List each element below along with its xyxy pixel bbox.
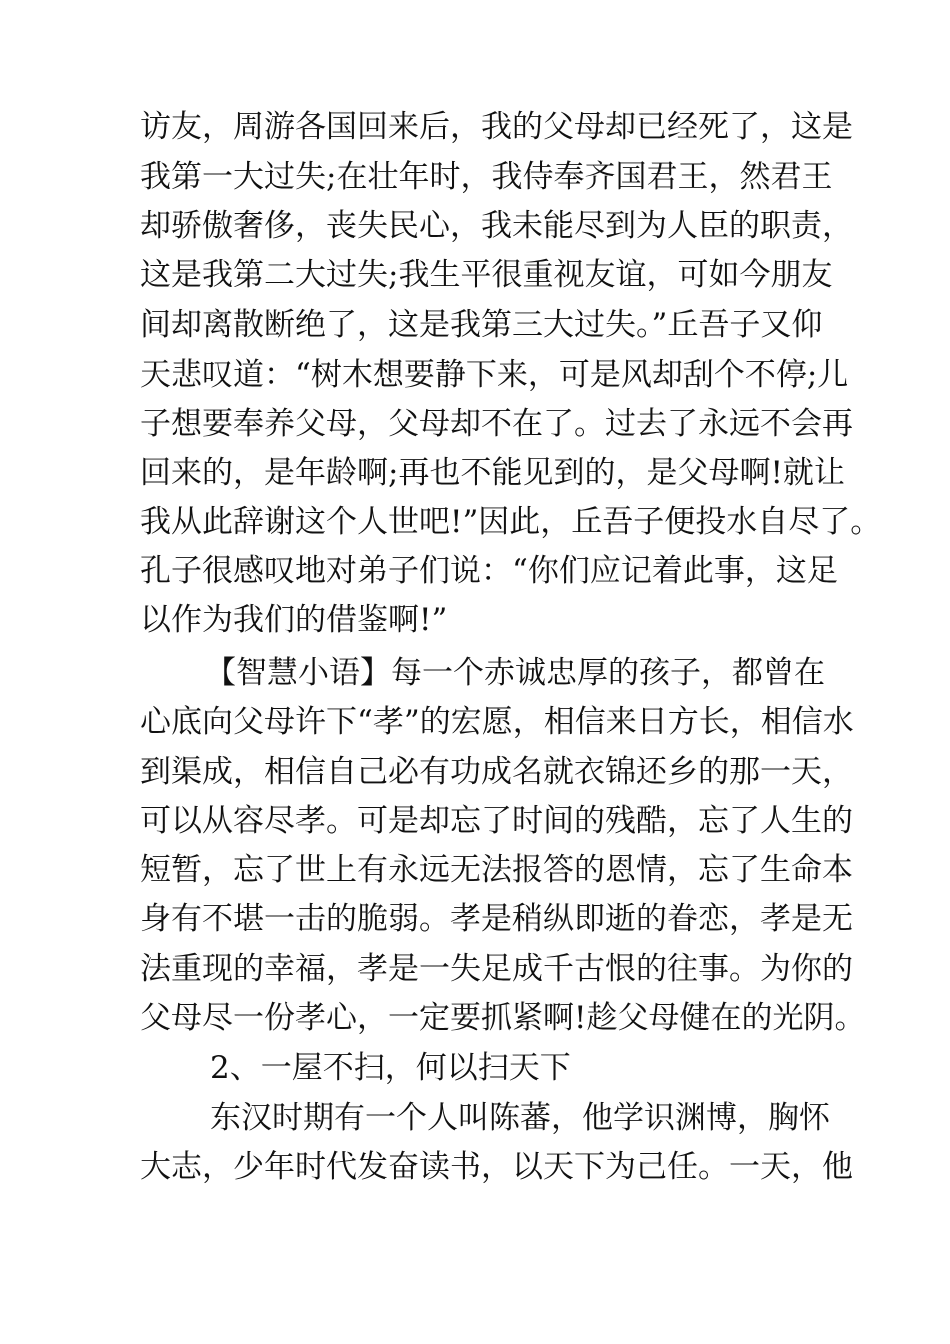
text-line: 身有不堪一击的脆弱。孝是稍纵即逝的眷恋，孝是无 [140,901,853,937]
text-line: 孔子很感叹地对弟子们说：“你们应记着此事，这足 [140,553,838,589]
text-line: 访友，周游各国回来后，我的父母却已经死了，这是 [140,109,853,145]
text-line: 可以从容尽孝。可是却忘了时间的残酷，忘了人生的 [140,803,853,839]
text-line: 心底向父母许下“孝”的宏愿，相信来日方长，相信水 [140,704,854,740]
text-line: 以作为我们的借鉴啊!” [140,602,448,638]
text-line: 间却离散断绝了，这是我第三大过失。”丘吾子又仰 [140,307,823,343]
section-heading: 2、一屋不扫，何以扫天下 [210,1050,571,1086]
text-line: 却骄傲奢侈，丧失民心，我未能尽到为人臣的职责， [140,208,853,244]
text-line: 这是我第二大过失;我生平很重视友谊，可如今朋友 [140,257,833,293]
text-line: 天悲叹道：“树木想要静下来，可是风却刮个不停;儿 [140,357,849,393]
text-line: 子想要奉养父母，父母却不在了。过去了永远不会再 [140,406,853,442]
text-line: 到渠成，相信自己必有功成名就衣锦还乡的那一天， [140,754,853,790]
wisdom-heading-line: 【智慧小语】每一个赤诚忠厚的孩子，都曾在 [205,655,825,691]
text-line: 短暂，忘了世上有永远无法报答的恩情，忘了生命本 [140,852,853,888]
text-line: 我第一大过失;在壮年时，我侍奉齐国君王，然君王 [140,159,833,195]
text-line: 东汉时期有一个人叫陈蕃，他学识渊博，胸怀 [210,1100,830,1136]
text-line: 回来的，是年龄啊;再也不能见到的，是父母啊!就让 [140,455,845,491]
text-line: 大志，少年时代发奋读书，以天下为己任。一天，他 [140,1149,853,1185]
text-line: 法重现的幸福，孝是一失足成千古恨的往事。为你的 [140,951,853,987]
text-line: 我从此辞谢这个人世吧!”因此，丘吾子便投水自尽了。 [140,504,882,540]
text-line: 父母尽一份孝心，一定要抓紧啊!趁父母健在的光阴。 [140,1000,866,1036]
